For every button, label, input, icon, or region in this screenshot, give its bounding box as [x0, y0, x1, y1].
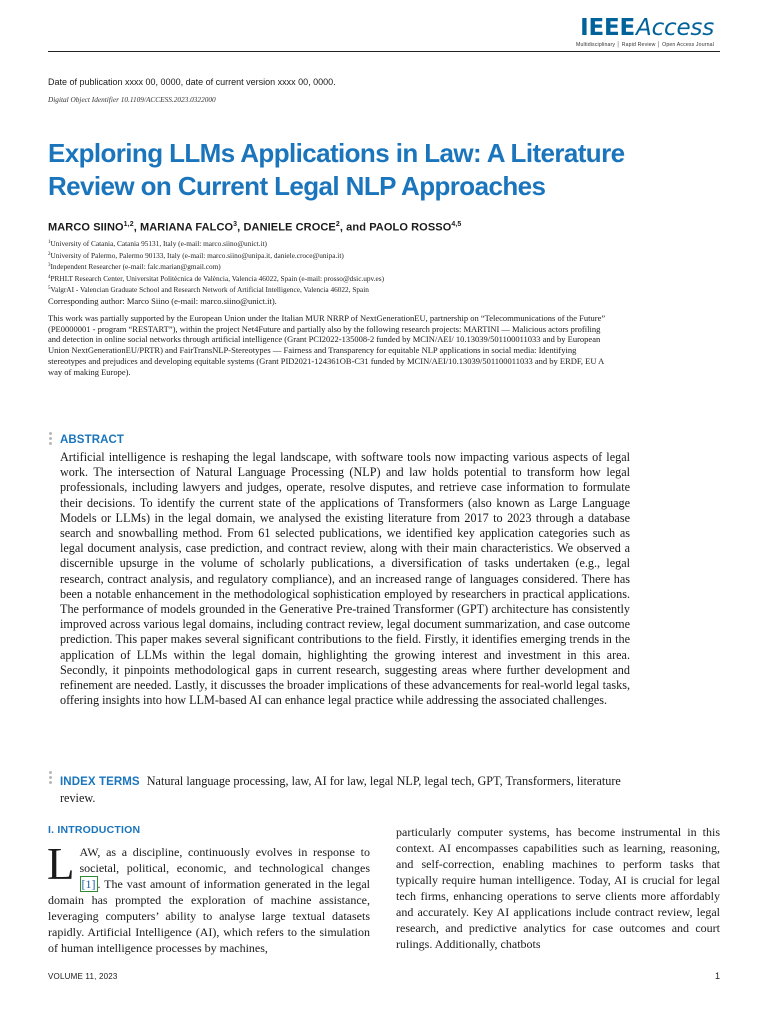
affiliation: $^5$ValgrAI - Valencian Graduate School and Research Network of Artificial Intelligence, Valencia 46022, Spain — [48, 285, 369, 294]
logo-access: Access — [636, 15, 714, 41]
abstract-text: Artificial intelligence is reshaping the legal landscape, with software tools now impacting various aspects of legal work. The intersection of Natural Language Processing (NLP) and law holds potential to transform how legal professionals, including lawyers and judges, operate, resolve disputes, and retrieve case information to formulate their decisions. To identify the current state of the applications of Transformers (also known as Large Language Models or LLMs) in the legal domain, we analysed the existing literature from 2017 to 2023 through a database search and snowballing method. From 61 selected publications, we identified key application categories such as legal document analysis, case prediction, and contract review, along with their main characteristics. We observed a discernible upsurge in the volume of scholarly publications, a diversification of tasks undertaken (e.g., legal research, contract analysis, and regulatory compliance), and an increased range of languages considered. There has been a notable enhancement in the methodological sophistication employed by researchers in practical applications. The performance of models grounded in the Generative Pre-trained Transformer (GPT) architecture has consistently improved across various legal domains, including contract review, legal document summarization, and case outcome prediction. This paper makes several significant contributions to the field. Firstly, it identifies emerging trends in the application of LLMs within the legal domain, highlighting the growing interest and investment in this area. Secondly, it pinpoints methodological gaps in current research, suggesting areas where further development and refinement are needed. Lastly, it discusses the broader implications of these advancements for real-world legal tasks, offering insights into how LLM-based AI can enhance legal practice while addressing the associated challenges. — [60, 450, 630, 708]
author-name: MARIANA FALCO — [140, 221, 234, 234]
index-terms — [60, 773, 630, 806]
funding-statement: This work was partially supported by the European Union under the Italian MUR NRRP of NextGenerationEU, partnership on “Telecommunications of the Future” (PE0000001 - program “RESTART”), within the project Net4Future and partially also by the following research projects: MARTINI — Malicious actors profiling and detection in online social networks through artificial intelligence (Grant PCI2022-135008-2 funded by MCIN/AEI/ 10.13039/501100011033 and by European Union NextGenerationEU/PRTR) and FairTransNLP-Stereotypes — Fairness and Transparency for equitable NLP applications in social media: Identifying stereotypes and prejudices and developing equitable systems (Grant PID2021-124361OB-C31 funded by MCIN/AEI/10.13039/501100011033 and by ERDF, EU A way of making Europe). — [48, 313, 606, 377]
journal-tagline: Multidisciplinary │ Rapid Review │ Open Access Journal — [576, 42, 714, 48]
abstract-heading: ABSTRACT — [60, 434, 125, 446]
author-name: DANIELE CROCE — [243, 221, 336, 234]
author-list: MARCO SIINO$^{1,2}$, MARIANA FALCO$^3$, DANIELE CROCE$^2$, and PAOLO ROSSO$^{4,5}$ — [48, 221, 462, 234]
footer-volume: VOLUME 11, 2023 — [48, 972, 118, 981]
affiliation: $^3$Independent Researcher (e-mail: falc.marian@gmail.com) — [48, 262, 221, 271]
affiliation: $^4$PRHLT Research Center, Universitat Politècnica de València, Valencia 46022, Spain (e-mail: prosso@dsic.upv.es) — [48, 273, 385, 283]
body-column-right: particularly computer systems, has become instrumental in this context. AI encompasses capabilities such as learning, reasoning, and self-correction, enabling machines to perform tasks that typically require human intelligence. Today, AI is crucial for legal tech firms, enhancing operations to serve clients more affordably and accurately. Key AI applications include contract review, legal research, and predictive analytics for case outcomes and court rulings. Additionally, chatbots — [396, 825, 720, 951]
author-name: PAOLO ROSSO — [369, 221, 452, 234]
header-divider — [48, 51, 720, 52]
abstract-marker-icon — [49, 432, 52, 447]
author-affil-ref: 1,2 — [123, 221, 134, 228]
author-affil-ref: 2 — [335, 221, 340, 228]
journal-logo — [576, 16, 714, 48]
author-affil-ref: 4,5 — [451, 221, 462, 228]
affiliation: $^2$University of Palermo, Palermo 90133, Italy (e-mail: marco.siino@unipa.it, daniele.croce@unipa.it) — [48, 250, 344, 260]
logo-ieee: IEEE — [580, 15, 636, 41]
index-terms-text: Natural language processing, law, AI for law, legal NLP, legal tech, GPT, Transformers, literature review. — [60, 774, 621, 805]
index-terms-marker-icon — [49, 771, 52, 786]
affiliations — [48, 238, 384, 296]
citation-link[interactable]: [1] — [81, 877, 96, 891]
page-number: 1 — [714, 971, 720, 981]
paper-title: Exploring LLMs Applications in Law: A Literature Review on Current Legal NLP Approaches — [48, 138, 625, 201]
publication-date: Date of publication xxxx 00, 0000, date of current version xxxx 00, 0000. — [48, 77, 336, 87]
doi: Digital Object Identifier 10.1109/ACCESS.2023.0322000 — [48, 95, 216, 104]
index-terms-heading: INDEX TERMS — [60, 776, 140, 788]
section-heading-introduction: I. INTRODUCTION — [48, 824, 141, 836]
body-column-left: LAW, as a discipline, continuously evolves in response to societal, political, economic, and technological changes [1] . The vast amount of information generated in the legal domain has prompted the exploration of machine assistance, leveraging computers’ ability to analyse large textual datasets rapidly. Artificial Intelligence (AI), which refers to the simulation of human intelligence processes by machines, — [47, 839, 370, 955]
corresponding-author: Corresponding author: Marco Siino (e-mail: marco.siino@unict.it). — [48, 296, 277, 306]
author-affil-ref: 3 — [233, 221, 238, 228]
drop-cap: L — [47, 839, 75, 889]
author-name: MARCO SIINO — [48, 221, 124, 234]
affiliation: $^1$University of Catania, Catania 95131, Italy (e-mail: marco.siino@unict.it) — [48, 239, 267, 248]
